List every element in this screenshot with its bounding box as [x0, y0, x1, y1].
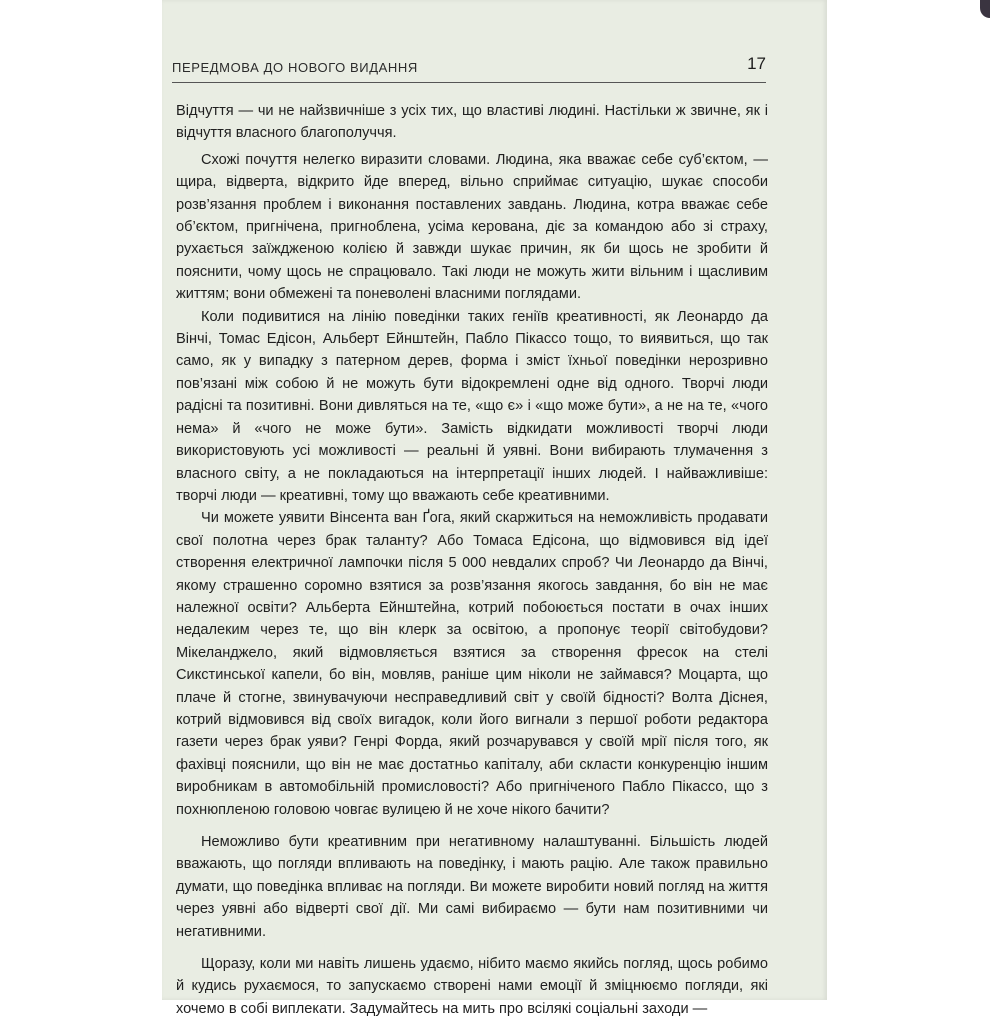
- paragraph: Відчуття — чи не найзвичніше з усіх тих, що властиві людині. Настільки ж звичне, як і відчуття власного благополуччя.: [176, 103, 768, 142]
- body-text: [176, 100, 768, 1020]
- paragraph: Чи можете уявити Вінсента ван Ґога, який скаржиться на неможливість продавати свої полотна через брак таланту? Або Томаса Едісона, що відмовився від ідеї створення електричної лампочки після 5 000 невдалих спроб? Чи Леонардо да Вінчі, якому страшенно соромно взятися за розв’язання якогось завдання, бо він не має належної освіти? Альберта Ейнштейна, котрий побоюється постати в очах інших недалеким через те, що він клерк за освітою, а пропонує теорії світобудови? Мікеланджело, який відмовляється взятися за створення фресок на стелі Сикстинської капели, бо він, мовляв, раніше цим ніколи не займався? Моцарта, що плаче й стогне, звинувачуючи несправедливий світ у своїй бідності? Волта Діснея, котрий відмовився від своїх вигадок, коли його вигнали з першої роботи редактора газети через брак уяви? Генрі Форда, який розчарувався у своїй мрії після того, як фахівці пояснили, що він не має достатньо капіталу, аби скласти конкуренцію іншим виробникам в автомобільній промисловості? Або пригніченого Пабло Пікассо, що з похнюпленою головою човгає вулицею й не хоче нікого бачити?: [176, 510, 768, 818]
- book-page: [162, 0, 827, 1017]
- page-number: 17: [747, 54, 766, 73]
- paragraph: Коли подивитися на лінію поведінки таких геніїв креативності, як Леонардо да Вінчі, Томас Едісон, Альберт Ейнштейн, Пабло Пікассо тощо, то виявиться, що так само, як у випадку з патерном дерев, форма і зміст їхньої поведінки нерозривно пов’язані між собою й не можуть бути відокремлені одне від одного. Творчі люди радісні та позитивні. Вони дивляться на те, «що є» і «що може бути», а не на те, «чого нема» й «чого не може бути». Замість відкидати можливості творчі люди використовують усі можливості — реальні й уявні. Вони вибирають тлумачення з власного світу, а не покладаються на інтерпретації інших людей. І найважливіше: творчі люди — креативні, тому що вважають себе креативними.: [176, 308, 768, 504]
- page-header: [172, 56, 766, 83]
- paragraph: Неможливо бути креативним при негативному налаштуванні. Більшість людей вважають, що погляди впливають на поведінку, і мають рацію. Але також правильно думати, що поведінка впливає на погляди. Ви можете виробити новий погляд на життя через уявні або відверті свої дії. Ми самі вибираємо — бути нам позитивними чи негативними.: [176, 834, 768, 940]
- paragraph: Щоразу, коли ми навіть лишень удаємо, нібито маємо якийсь погляд, щось робимо й кудись рухаємося, то запускаємо створені нами емоції й зміцнюємо погляди, які хочемо в собі виплекати. Задумайтесь на мить про всілякі соціальні заходи —: [176, 956, 768, 1017]
- paragraph: Схожі почуття нелегко виразити словами. Людина, яка вважає себе суб’єктом, — щира, відверта, відкрито йде вперед, вільно сприймає ситуацію, шукає способи розв’язання проблем і виконання поставлених завдань. Людина, котра вважає себе об’єктом, пригнічена, пригноблена, усіма керована, діє за командою або зі страху, рухається заїждженою колією й завжди шукає причин, як би щось не зробити й пояснити, чому щось не спрацювало. Такі люди не можуть жити вільним і щасливим життям; вони обмежені та поневолені власними поглядами.: [176, 151, 768, 303]
- running-head: ПЕРЕДМОВА ДО НОВОГО ВИДАННЯ: [172, 60, 418, 75]
- page-edge-shadow: [980, 0, 990, 18]
